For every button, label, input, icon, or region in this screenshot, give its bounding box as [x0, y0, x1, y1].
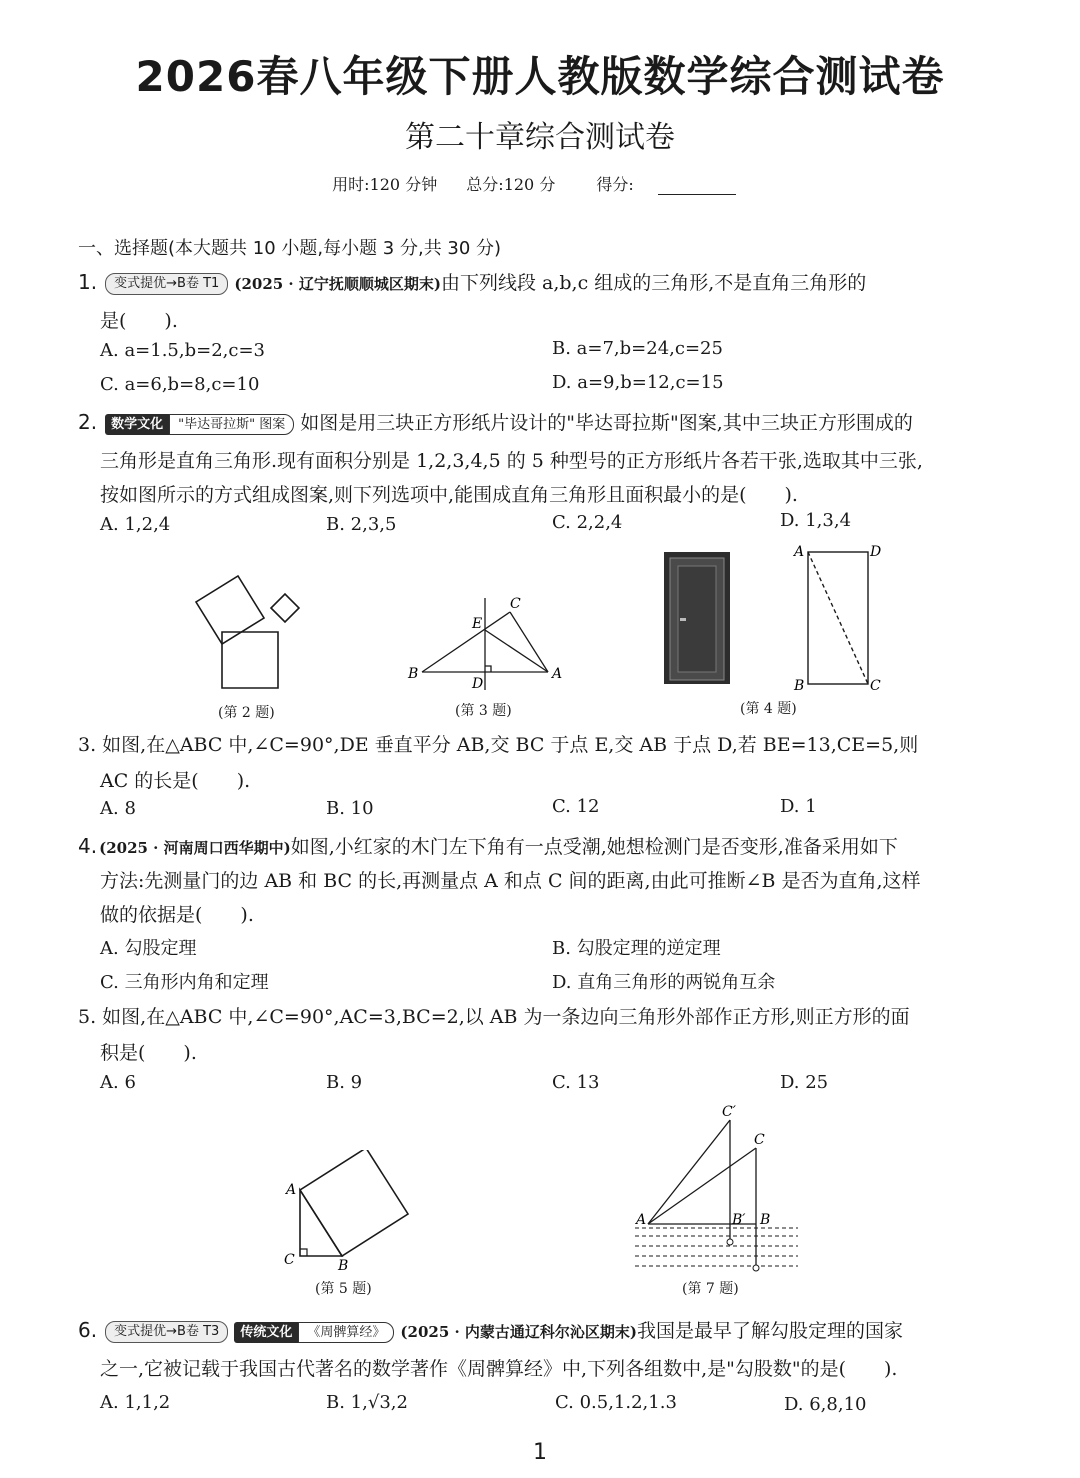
question-text: 由下列线段 a,b,c 组成的三角形,不是直角三角形的	[440, 272, 867, 294]
square-leg-small	[271, 594, 299, 622]
exam-title: 2026春八年级下册人教版数学综合测试卷	[135, 52, 945, 101]
question-number: 1.	[78, 270, 98, 294]
caption-q3: (第 3 题)	[455, 703, 512, 719]
label-d: D	[870, 544, 882, 560]
question-2-line-2: 三角形是直角三角形.现有面积分别是 1,2,3,4,5 的 5 种型号的正方形纸片各若干张,选取其中三张,	[100, 450, 923, 472]
point-marker-2	[753, 1265, 759, 1271]
q1-option-c: C. a=6,b=8,c=10	[100, 374, 260, 395]
q3-option-b: B. 10	[326, 798, 374, 819]
label-a: A	[286, 1182, 297, 1198]
square-hypotenuse	[222, 632, 278, 688]
question-1-line-2: 是( ).	[100, 310, 178, 332]
label-c: C	[754, 1132, 765, 1148]
variant-tag: 变式提优→B卷 T1	[105, 273, 228, 295]
score-label: 得分:	[596, 175, 634, 194]
label-a: A	[552, 666, 563, 682]
q2-option-c: C. 2,2,4	[552, 512, 623, 533]
label-a: A	[794, 544, 805, 560]
q6-option-a: A. 1,1,2	[100, 1392, 171, 1413]
question-number: 6.	[78, 1318, 98, 1342]
time-limit: 用时:120 分钟	[332, 175, 438, 194]
q5-option-d: D. 25	[780, 1072, 829, 1093]
label-c: C	[510, 596, 521, 612]
door-handle	[680, 618, 686, 621]
point-marker-1	[727, 1239, 733, 1245]
culture-tag: 传统文化	[234, 1322, 298, 1343]
q6-option-d: D. 6,8,10	[784, 1394, 867, 1415]
label-b: B	[338, 1258, 349, 1274]
question-source: (2025 · 河南周口西华期中)	[99, 839, 291, 857]
question-4-line-3: 做的依据是( ).	[100, 904, 254, 926]
culture-tag: 数学文化	[105, 414, 169, 435]
question-number: 2.	[78, 410, 98, 434]
total-score: 总分:120 分	[466, 175, 556, 194]
label-d: D	[472, 676, 484, 692]
label-b: B	[760, 1212, 771, 1228]
side-ca	[510, 612, 548, 672]
fig-q3-triangle	[400, 590, 575, 700]
section-heading: 一、选择题(本大题共 10 小题,每小题 3 分,共 30 分)	[78, 238, 502, 259]
question-source: (2025 · 辽宁抚顺顺城区期末)	[234, 275, 441, 293]
label-b-prime: B′	[732, 1212, 746, 1228]
caption-q2: (第 2 题)	[218, 705, 275, 721]
q1-option-b: B. a=7,b=24,c=25	[552, 338, 723, 359]
question-3-line-1: 3. 如图,在△ABC 中,∠C=90°,DE 垂直平分 AB,交 BC 于点 E,交 AB 于点 D,若 BE=13,CE=5,则	[78, 734, 919, 756]
fig-q2-pythagoras-squares	[185, 575, 315, 695]
q2-option-d: D. 1,3,4	[780, 510, 852, 531]
segment-ea	[485, 630, 548, 672]
fig-q4-rectangle	[790, 540, 890, 700]
question-5-line-1: 5. 如图,在△ABC 中,∠C=90°,AC=3,BC=2,以 AB 为一条边向三角形外部作正方形,则正方形的面	[78, 1006, 910, 1028]
label-e: E	[472, 616, 483, 632]
chapter-subtitle: 第二十章综合测试卷	[405, 120, 675, 155]
question-2-line-1	[78, 408, 913, 435]
right-angle-mark	[485, 666, 491, 672]
q6-option-c: C. 0.5,1.2,1.3	[555, 1392, 677, 1413]
q4-option-c: C. 三角形内角和定理	[100, 972, 269, 993]
q4-option-b: B. 勾股定理的逆定理	[552, 938, 721, 959]
label-b: B	[794, 678, 805, 694]
culture-topic-tag: "毕达哥拉斯" 图案	[169, 414, 294, 435]
fig-q7-ladder	[630, 1100, 805, 1275]
culture-topic-tag: 《周髀算经》	[298, 1322, 394, 1343]
q3-option-a: A. 8	[100, 798, 136, 819]
caption-q7: (第 7 题)	[682, 1281, 739, 1297]
score-blank	[658, 180, 736, 195]
q3-option-c: C. 12	[552, 796, 600, 817]
label-c-prime: C′	[722, 1104, 736, 1120]
exam-meta	[0, 172, 1080, 195]
label-c: C	[284, 1252, 295, 1268]
q1-option-d: D. a=9,b=12,c=15	[552, 372, 724, 393]
fig-q4-door-photo	[664, 552, 734, 687]
q2-option-a: A. 1,2,4	[100, 514, 171, 535]
variant-tag: 变式提优→B卷 T3	[105, 1321, 228, 1343]
question-1-line-1	[78, 268, 866, 295]
page-number: 1	[533, 1440, 547, 1465]
question-3-line-2: AC 的长是( ).	[100, 770, 251, 792]
question-number: 4.	[78, 834, 98, 858]
label-c: C	[870, 678, 881, 694]
question-2-line-3: 按如图所示的方式组成图案,则下列选项中,能围成直角三角形且面积最小的是( ).	[100, 484, 798, 506]
q4-option-d: D. 直角三角形的两锐角互余	[552, 972, 776, 993]
square-on-ab	[300, 1150, 408, 1256]
question-6-line-1	[78, 1316, 903, 1343]
q5-option-b: B. 9	[326, 1072, 363, 1093]
q2-option-b: B. 2,3,5	[326, 514, 397, 535]
label-b: B	[408, 666, 419, 682]
right-angle-mark	[300, 1249, 307, 1256]
question-4-line-2: 方法:先测量门的边 AB 和 BC 的长,再测量点 A 和点 C 间的距离,由此可推断∠B 是否为直角,这样	[100, 870, 921, 892]
q1-option-a: A. a=1.5,b=2,c=3	[100, 340, 265, 361]
q3-option-d: D. 1	[780, 796, 817, 817]
question-source: (2025 · 内蒙古通辽科尔沁区期末)	[400, 1323, 638, 1341]
question-text: 如图是用三块正方形纸片设计的"毕达哥拉斯"图案,其中三块正方形围成的	[300, 412, 913, 434]
segment-ac-prime	[648, 1120, 730, 1224]
square-leg-large	[196, 576, 264, 644]
caption-q5: (第 5 题)	[315, 1281, 372, 1297]
q4-option-a: A. 勾股定理	[100, 938, 197, 959]
fig-q5-triangle-square	[278, 1150, 418, 1275]
diagonal-ac	[808, 552, 868, 684]
question-4-line-1	[78, 832, 898, 859]
q5-option-a: A. 6	[100, 1072, 136, 1093]
label-a: A	[636, 1212, 647, 1228]
question-6-line-2: 之一,它被记载于我国古代著名的数学著作《周髀算经》中,下列各组数中,是"勾股数"的是( ).	[100, 1358, 898, 1380]
question-text: 我国是最早了解勾股定理的国家	[637, 1320, 904, 1342]
question-text: 如图,小红家的木门左下角有一点受潮,她想检测门是否变形,准备采用如下	[290, 836, 898, 858]
caption-q4: (第 4 题)	[740, 701, 797, 717]
q6-option-b: B. 1,√3,2	[326, 1392, 408, 1413]
side-bc	[422, 612, 510, 672]
question-5-line-2: 积是( ).	[100, 1042, 197, 1064]
q5-option-c: C. 13	[552, 1072, 600, 1093]
